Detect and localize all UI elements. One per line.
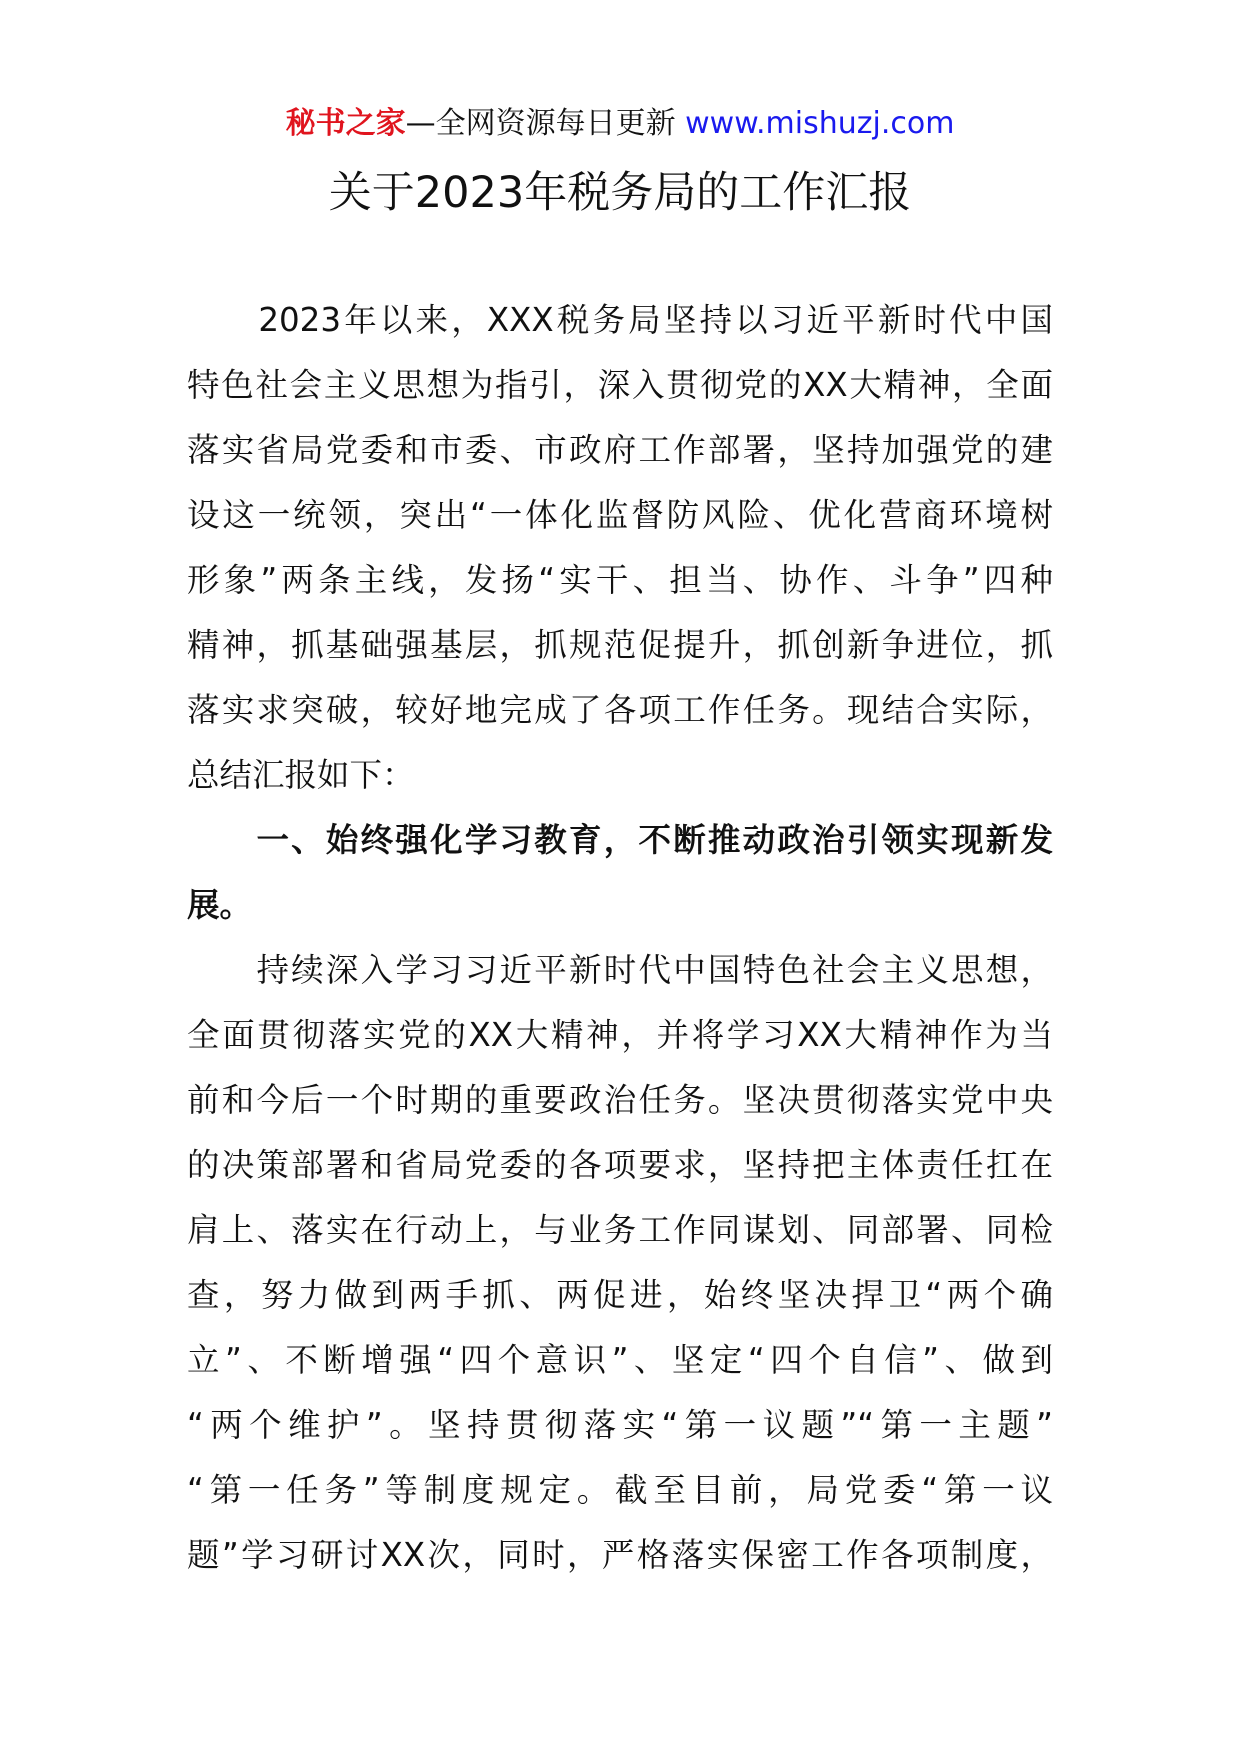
paragraph-line: 落实省局党委和市委、市政府工作部署，坚持加强党的建 bbox=[187, 431, 1053, 469]
paragraph-line: 全面贯彻落实党的XX大精神，并将学习XX大精神作为当 bbox=[187, 1016, 1053, 1054]
paragraph-line: 的决策部署和省局党委的各项要求，坚持把主体责任扛在 bbox=[187, 1146, 1053, 1184]
paragraph-line: 特色社会主义思想为指引，深入贯彻党的XX大精神，全面 bbox=[187, 366, 1053, 404]
paragraph-line: 查，努力做到两手抓、两促进，始终坚决捍卫“两个确 bbox=[187, 1276, 1053, 1314]
document-body bbox=[187, 288, 1053, 1588]
paragraph-line: “第一任务”等制度规定。截至目前，局党委“第一议 bbox=[187, 1471, 1053, 1509]
paragraph-line: 肩上、落实在行动上，与业务工作同谋划、同部署、同检 bbox=[187, 1211, 1053, 1249]
paragraph-line: 持续深入学习习近平新时代中国特色社会主义思想， bbox=[187, 951, 1053, 989]
paragraph-line: 总结汇报如下： bbox=[187, 756, 415, 794]
brand-name: 秘书之家 bbox=[285, 106, 406, 141]
paragraph-line: 形象”两条主线，发扬“实干、担当、协作、斗争”四种 bbox=[187, 561, 1053, 599]
paragraph-line: 设这一统领，突出“一体化监督防风险、优化营商环境树 bbox=[187, 496, 1053, 534]
site-tagline: —全网资源每日更新 bbox=[405, 106, 676, 141]
site-header bbox=[0, 100, 1240, 148]
document-title: 关于2023年税务局的工作汇报 bbox=[328, 168, 912, 218]
site-url-link[interactable]: www.mishuzj.com bbox=[685, 106, 955, 141]
paragraph-line: 立”、不断增强“四个意识”、坚定“四个自信”、做到 bbox=[187, 1341, 1053, 1379]
paragraph-line: 题”学习研讨XX次，同时，严格落实保密工作各项制度， bbox=[187, 1536, 1053, 1574]
paragraph-line: 精神，抓基础强基层，抓规范促提升，抓创新争进位，抓 bbox=[187, 626, 1053, 664]
paragraph-line: 前和今后一个时期的重要政治任务。坚决贯彻落实党中央 bbox=[187, 1081, 1053, 1119]
paragraph-line: 落实求突破，较好地完成了各项工作任务。现结合实际， bbox=[187, 691, 1053, 729]
section-heading-line: 展。 bbox=[187, 886, 253, 924]
paragraph-line: 2023年以来，XXX税务局坚持以习近平新时代中国 bbox=[187, 301, 1053, 339]
paragraph-line: “两个维护”。坚持贯彻落实“第一议题”“第一主题” bbox=[187, 1406, 1053, 1444]
section-heading-line: 一、始终强化学习教育，不断推动政治引领实现新发 bbox=[187, 821, 1053, 859]
